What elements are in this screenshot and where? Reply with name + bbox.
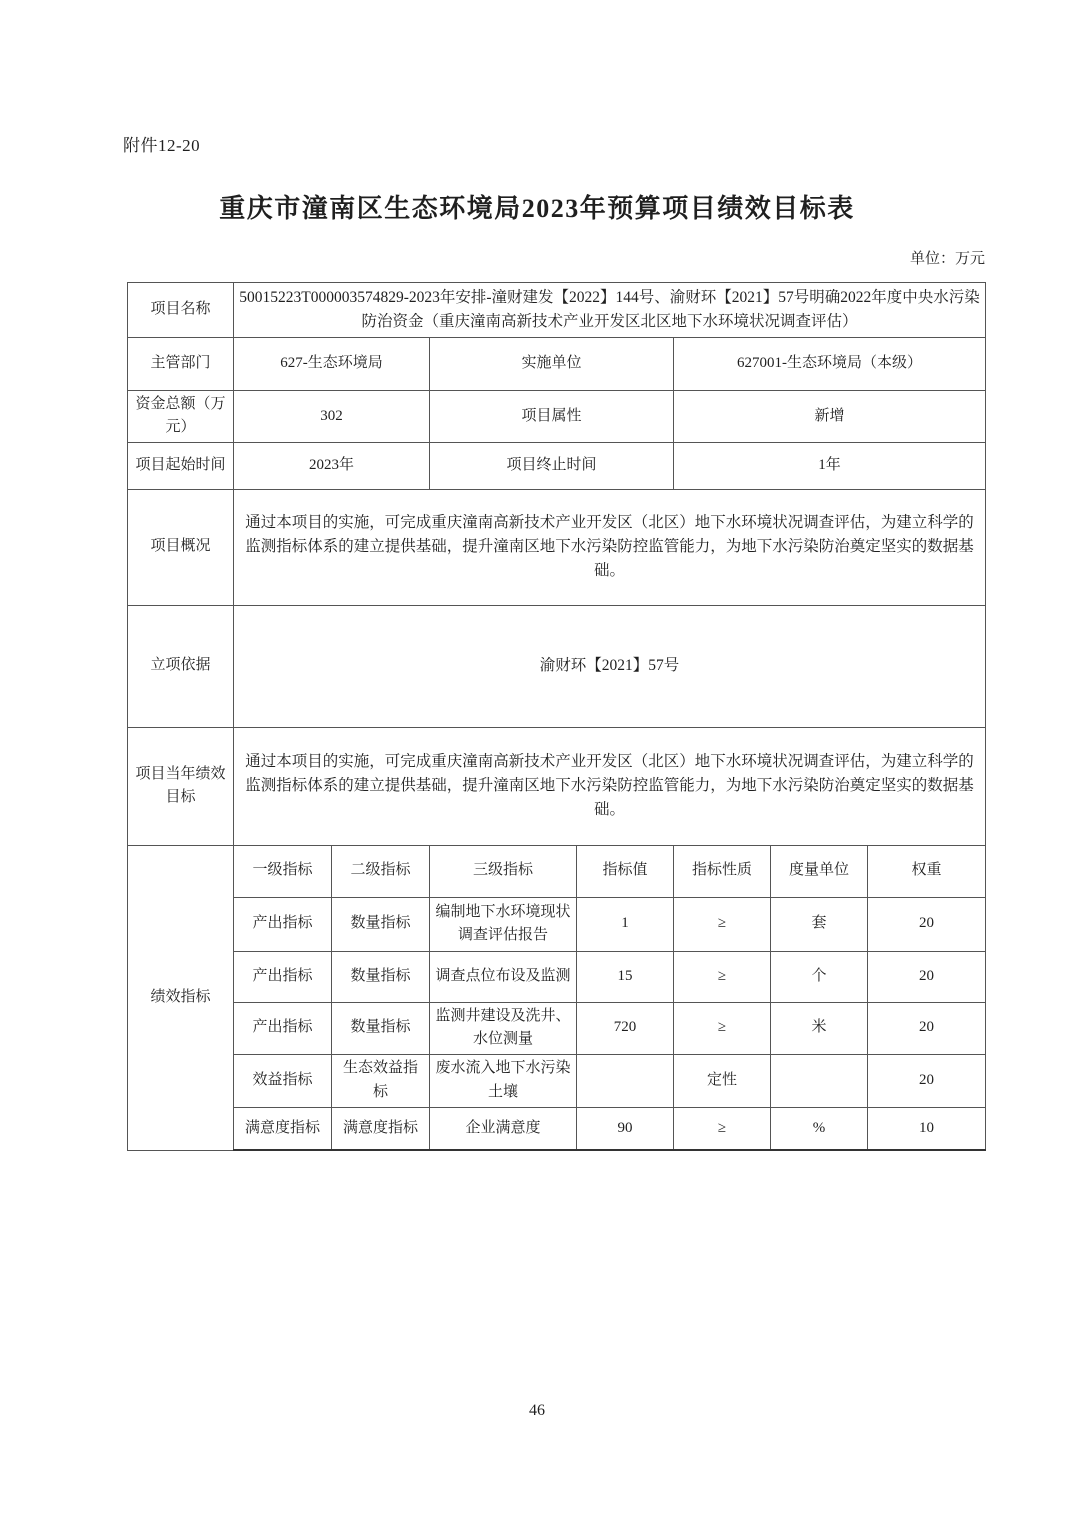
department-label: 主管部门 [128,338,234,391]
row-overview [128,489,986,605]
indicators-section-label: 绩效指标 [128,845,234,1150]
indicator-level3: 编制地下水环境现状调查评估报告 [430,897,577,951]
indicator-nature: ≥ [674,1107,771,1150]
row-time [128,442,986,489]
indicator-value: 1 [577,897,674,951]
indicator-weight: 20 [868,951,986,1002]
indicator-nature: ≥ [674,897,771,951]
indicator-value: 15 [577,951,674,1002]
total-fund-value: 302 [234,391,430,443]
indicator-row-1 [128,897,986,951]
indicator-level2: 生态效益指标 [332,1054,430,1107]
row-department [128,338,986,391]
indicator-nature: 定性 [674,1054,771,1107]
indicator-value: 90 [577,1107,674,1150]
row-annual-target [128,727,986,845]
project-attribute-label: 项目属性 [430,391,674,443]
unit-note: 单位：万元 [909,251,985,267]
indicator-header-row [128,845,986,897]
indicator-level1: 产出指标 [234,1002,332,1054]
approval-basis-label: 立项依据 [128,605,234,727]
row-project-name [128,283,986,338]
attachment-label: 附件12-20 [123,136,201,155]
total-fund-label: 资金总额（万元） [128,391,234,443]
indicator-unit [771,1054,868,1107]
indicator-row-5 [128,1107,986,1150]
indicator-level1: 效益指标 [234,1054,332,1107]
row-fund [128,391,986,443]
annual-target-value: 通过本项目的实施，可完成重庆潼南高新技术产业开发区（北区）地下水环境状况调查评估，为建立科学的监测指标体系的建立提供基础，提升潼南区地下水污染防控监管能力，为地下水污染防治奠定坚实的数据基础。 [234,727,986,845]
indicator-header-unit: 度量单位 [771,845,868,897]
indicator-row-2 [128,951,986,1002]
implementing-unit-label: 实施单位 [430,338,674,391]
indicator-weight: 10 [868,1107,986,1150]
indicator-unit: 套 [771,897,868,951]
indicator-nature: ≥ [674,1002,771,1054]
indicator-weight: 20 [868,1002,986,1054]
indicator-row-4 [128,1054,986,1107]
indicator-level2: 数量指标 [332,897,430,951]
indicator-header-level1: 一级指标 [234,845,332,897]
indicator-unit: % [771,1107,868,1150]
indicator-level2: 数量指标 [332,1002,430,1054]
indicator-level3: 企业满意度 [430,1107,577,1150]
start-time-value: 2023年 [234,442,430,489]
indicator-weight: 20 [868,897,986,951]
indicator-header-weight: 权重 [868,845,986,897]
indicator-nature: ≥ [674,951,771,1002]
department-value: 627-生态环境局 [234,338,430,391]
indicator-unit: 米 [771,1002,868,1054]
indicator-level1: 满意度指标 [234,1107,332,1150]
indicator-row-3 [128,1002,986,1054]
project-name-value: 50015223T000003574829-2023年安排-潼财建发【2022】144号、渝财环【2021】57号明确2022年度中央水污染防治资金（重庆潼南高新技术产业开发区北区地下水环境状况调查评估） [234,283,986,338]
indicator-weight: 20 [868,1054,986,1107]
indicator-level3: 调查点位布设及监测 [430,951,577,1002]
indicator-header-nature: 指标性质 [674,845,771,897]
start-time-label: 项目起始时间 [128,442,234,489]
indicator-level3: 监测井建设及洗井、水位测量 [430,1002,577,1054]
indicator-header-level2: 二级指标 [332,845,430,897]
indicator-level2: 数量指标 [332,951,430,1002]
overview-value: 通过本项目的实施，可完成重庆潼南高新技术产业开发区（北区）地下水环境状况调查评估，为建立科学的监测指标体系的建立提供基础，提升潼南区地下水污染防控监管能力，为地下水污染防治奠定坚实的数据基础。 [234,489,986,605]
indicator-level3: 废水流入地下水污染土壤 [430,1054,577,1107]
project-name-label: 项目名称 [128,283,234,338]
indicator-level1: 产出指标 [234,951,332,1002]
project-attribute-value: 新增 [674,391,986,443]
page-title: 重庆市潼南区生态环境局2023年预算项目绩效目标表 [219,194,855,223]
indicator-unit: 个 [771,951,868,1002]
annual-target-label: 项目当年绩效目标 [128,727,234,845]
end-time-label: 项目终止时间 [430,442,674,489]
page-number: 46 [529,1402,545,1419]
indicator-header-level3: 三级指标 [430,845,577,897]
indicator-value: 720 [577,1002,674,1054]
overview-label: 项目概况 [128,489,234,605]
indicator-level1: 产出指标 [234,897,332,951]
end-time-value: 1年 [674,442,986,489]
indicator-level2: 满意度指标 [332,1107,430,1150]
implementing-unit-value: 627001-生态环境局（本级） [674,338,986,391]
row-approval-basis [128,605,986,727]
performance-target-table [127,282,986,1151]
indicator-value [577,1054,674,1107]
indicator-header-value: 指标值 [577,845,674,897]
approval-basis-value: 渝财环【2021】57号 [234,605,986,727]
